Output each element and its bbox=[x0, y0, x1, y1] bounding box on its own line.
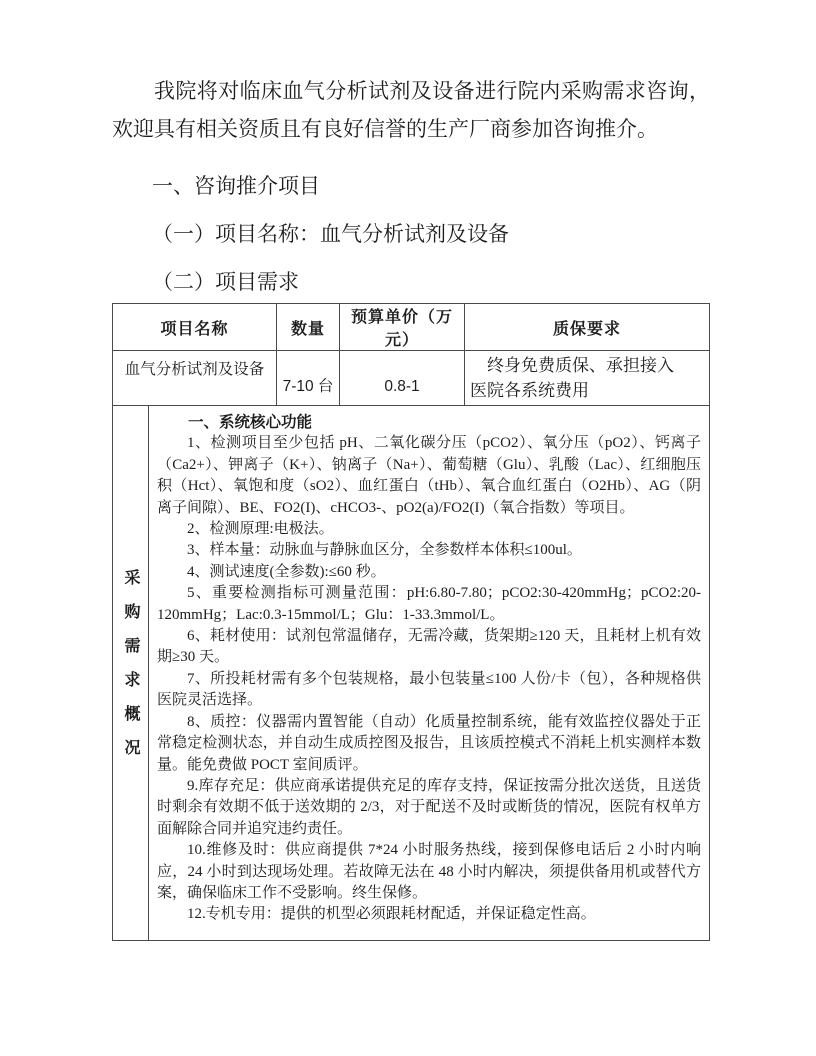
col-header-warranty: 质保要求 bbox=[465, 304, 710, 351]
heading-project-demand: （二）项目需求 bbox=[152, 270, 299, 294]
side-cell bbox=[113, 406, 149, 941]
requirement-item: 10.维修及时：供应商提供 7*24 小时服务热线，接到保修电话后 2 小时内响应，24 小时到达现场处理。若故障无法在 48 小时内解决，须提供备用机或替代方案，确保临床工作不受影响。终生保修。 bbox=[157, 842, 702, 901]
requirement-item: 6、耗材使用：试剂包常温储存，无需冷藏，货架期≥120 天，且耗材上机有效期≥30 天。 bbox=[157, 628, 702, 666]
requirements-list bbox=[157, 433, 701, 925]
requirement-item: 5、重要检测指标可测量范围：pH:6.80-7.80；pCO2:30-420mmHg；pCO2:20-120mmHg；Lac:0.3-15mmol/L；Glu：1-33.3mmol/L。 bbox=[157, 585, 702, 623]
requirements-content-cell bbox=[149, 406, 710, 941]
requirement-item: 2、检测原理:电极法。 bbox=[187, 521, 334, 538]
requirement-item: 8、质控：仪器需内置智能（自动）化质量控制系统，能有效监控仪器处于正常稳定检测状态，并自动生成质控图及报告，且该质控模式不消耗上机实测样本数量。能免费做 POCT 室间质评。 bbox=[157, 713, 702, 773]
cell-quantity: 7-10 台 bbox=[277, 351, 340, 406]
side-label-procurement-overview: 采购需求概况 bbox=[122, 568, 139, 773]
table-header-row bbox=[113, 304, 710, 351]
table-overview-row bbox=[113, 406, 710, 941]
requirements-section-title: 一、系统核心功能 bbox=[188, 414, 313, 431]
table-data-row bbox=[113, 351, 710, 406]
requirement-item: 4、测试速度(全参数):≤60 秒。 bbox=[187, 563, 386, 580]
requirement-item: 3、样本量：动脉血与静脉血区分，全参数样本体积≤100ul。 bbox=[187, 542, 582, 559]
heading-consult-items: 一、咨询推介项目 bbox=[152, 174, 320, 198]
cell-unit-price: 0.8-1 bbox=[340, 351, 465, 406]
cell-warranty: 终身免费质保、承担接入医院各系统费用 bbox=[465, 351, 710, 406]
heading-project-name: （一）项目名称：血气分析试剂及设备 bbox=[152, 222, 509, 246]
intro-paragraph: 我院将对临床血气分析试剂及设备进行院内采购需求咨询，欢迎具有相关资质且有良好信誉的生产厂商参加咨询推介。 bbox=[112, 79, 710, 141]
cell-project-name: 血气分析试剂及设备 bbox=[113, 351, 277, 406]
requirement-item: 7、所投耗材需有多个包装规格，最小包装量≤100 人份/卡（包），各种规格供医院灵活选择。 bbox=[157, 670, 702, 709]
col-header-quantity: 数量 bbox=[277, 304, 340, 351]
col-header-project-name: 项目名称 bbox=[113, 304, 277, 351]
requirements-table bbox=[112, 303, 710, 941]
requirement-item: 9.库存充足：供应商承诺提供充足的库存支持，保证按需分批次送货，且送货时剩余有效期不低于送效期的 2/3，对于配送不及时或断货的情况，医院有权单方面解除合同并追究违约责任。 bbox=[157, 777, 702, 837]
col-header-unit-price: 预算单价（万元） bbox=[340, 304, 465, 351]
requirement-item: 1、检测项目至少包括 pH、二氧化碳分压（pCO2）、氧分压（pO2）、钙离子（Ca2+）、钾离子（K+）、钠离子（Na+）、葡萄糖（Glu）、乳酸（Lac）、红细胞压积（Hct）、氧饱和度（sO2）、血红蛋白（tHb）、氧合血红蛋白（O2Hb）、AG（阴离子间隙）、BE、FO2(I)、cHCO3-、pO2(a)/FO2(I)（氧合指数）等项目。 bbox=[157, 435, 702, 516]
requirement-item: 12.专机专用：提供的机型必须跟耗材配适，并保证稳定性高。 bbox=[187, 906, 596, 923]
